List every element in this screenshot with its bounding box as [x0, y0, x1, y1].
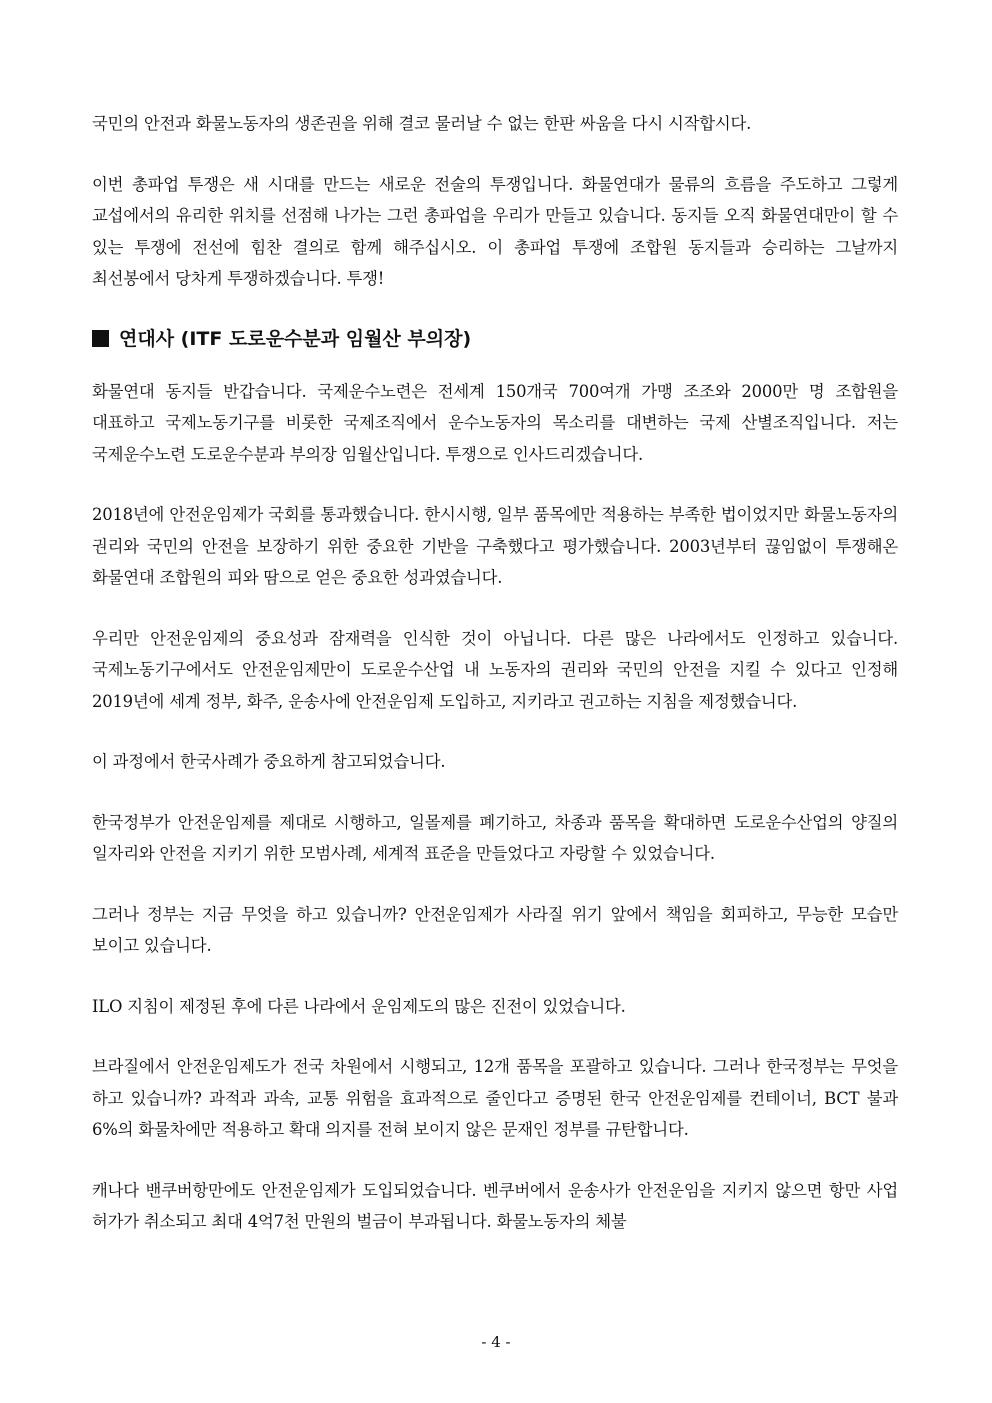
section-paragraph-8: 브라질에서 안전운임제도가 전국 차원에서 시행되고, 12개 품목을 포괄하고 있습니다. 그러나 한국정부는 무엇을 하고 있습니까? 과적과 과속, 교통 위험을 효과적으로 줄인다고 증명된 한국 안전운임제를 컨테이너, BCT 불과 6%의 화물차에만 적용하고 확대 의지를 전혀 보이지 않은 문재인 정부를 규탄합니다.: [92, 1057, 898, 1139]
page-number: - 4 -: [481, 1333, 511, 1351]
section-heading: [92, 324, 898, 354]
section-paragraph-7: ILO 지침이 제정된 후에 다른 나라에서 운임제도의 많은 진전이 있었습니다.: [92, 996, 626, 1016]
section-paragraph-3: 우리만 안전운임제의 중요성과 잠재력을 인식한 것이 아닙니다. 다른 많은 나라에서도 인정하고 있습니다. 국제노동기구에서도 안전운임제만이 도로운수산업 내 노동자의 권리와 국민의 안전을 지킬 수 있다고 인정해 2019년에 세계 정부, 화주, 운송사에 안전운임제 도입하고, 지키라고 권고하는 지침을 제정했습니다.: [92, 628, 898, 711]
section-paragraph-2: 2018년에 안전운임제가 국회를 통과했습니다. 한시시행, 일부 품목에만 적용하는 부족한 법이었지만 화물노동자의 권리와 국민의 안전을 보장하기 위한 중요한 기반을 구축했다고 평가했습니다. 2003년부터 끊임없이 투쟁해온 화물연대 조합원의 피와 땀으로 얻은 중요한 성과였습니다.: [92, 505, 898, 587]
section-heading-text: 연대사 (ITF 도로운수분과 임월산 부의장): [119, 327, 472, 350]
section-paragraph-4: 이 과정에서 한국사례가 중요하게 참고되었습니다.: [92, 752, 446, 771]
black-square-icon: [92, 330, 109, 347]
document-body: [92, 108, 898, 1267]
section-paragraph-9: 캐나다 밴쿠버항만에도 안전운임제가 도입되었습니다. 벤쿠버에서 운송사가 안전운임을 지키지 않으면 항만 사업 허가가 취소되고 최대 4억7천 만원의 벌금이 부과됩니다. 화물노동자의 체불: [92, 1180, 898, 1231]
section-paragraph-5: 한국정부가 안전운임제를 제대로 시행하고, 일몰제를 폐기하고, 차종과 품목을 확대하면 도로운수산업의 양질의 일자리와 안전을 지키기 위한 모범사례, 세계적 표준을 만들었다고 자랑할 수 있었습니다.: [92, 812, 898, 863]
intro-paragraph-1: 국민의 안전과 화물노동자의 생존권을 위해 결코 물러날 수 없는 한판 싸움을 다시 시작합시다.: [92, 114, 752, 133]
section-paragraph-1: 화물연대 동지들 반갑습니다. 국제운수노련은 전세계 150개국 700여개 가맹 조조와 2000만 명 조합원을 대표하고 국제노동기구를 비롯한 국제조직에서 운수노동자의 목소리를 대변하는 국제 산별조직입니다. 저는 국제운수노련 도로운수분과 부의장 임월산입니다. 투쟁으로 인사드리겠습니다.: [92, 381, 898, 464]
section-paragraph-6: 그러나 정부는 지금 무엇을 하고 있습니까? 안전운임제가 사라질 위기 앞에서 책임을 회피하고, 무능한 모습만 보이고 있습니다.: [92, 904, 898, 955]
intro-paragraph-2: 이번 총파업 투쟁은 새 시대를 만드는 새로운 전술의 투쟁입니다. 화물연대가 물류의 흐름을 주도하고 그렇게 교섭에서의 유리한 위치를 선점해 나가는 그런 총파업을 우리가 만들고 있습니다. 동지들 오직 화물연대만이 할 수 있는 투쟁에 전선에 힘찬 결의로 함께 해주십시오. 이 총파업 투쟁에 조합원 동지들과 승리하는 그날까지 최선봉에서 당차게 투쟁하겠습니다. 투쟁!: [92, 174, 898, 288]
